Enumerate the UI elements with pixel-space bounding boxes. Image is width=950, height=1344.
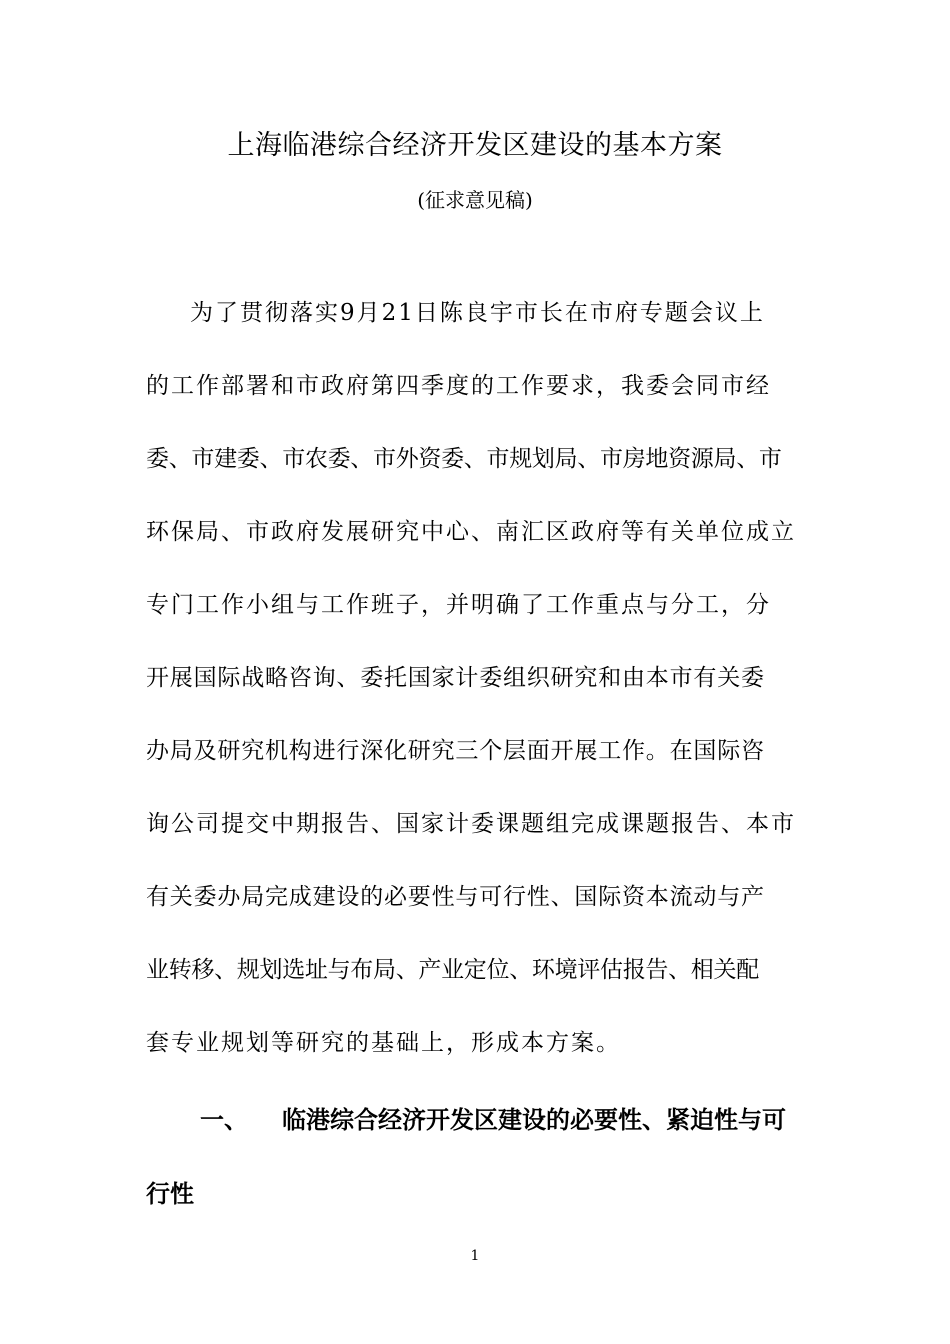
paragraph-line: 业转移、规划选址与布局、产业定位、环境评估报告、相关配 bbox=[146, 957, 759, 983]
paragraph-line: 专门工作小组与工作班子，并明确了工作重点与分工，分 bbox=[146, 592, 771, 618]
page-number: 1 bbox=[470, 1248, 480, 1264]
section-heading: 临港综合经济开发区建设的必要性、紧迫性与可 bbox=[282, 1106, 786, 1134]
paragraph-line: 的工作部署和市政府第四季度的工作要求，我委会同市经 bbox=[146, 373, 771, 399]
paragraph-line: 为了贯彻落实9月21日陈良宇市长在市府专题会议上 bbox=[190, 300, 765, 326]
paragraph-line: 委、市建委、市农委、市外资委、市规划局、市房地资源局、市 bbox=[146, 446, 782, 472]
paragraph-line: 环保局、市政府发展研究中心、南汇区政府等有关单位成立 bbox=[146, 519, 796, 545]
paragraph-line: 套专业规划等研究的基础上，形成本方案。 bbox=[146, 1030, 621, 1056]
document-title: 上海临港综合经济开发区建设的基本方案 bbox=[227, 130, 723, 161]
paragraph-line: 开展国际战略咨询、委托国家计委组织研究和由本市有关委 bbox=[146, 665, 765, 691]
section-number: 一、 bbox=[200, 1106, 248, 1134]
paragraph-line: 办局及研究机构进行深化研究三个层面开展工作。在国际咨 bbox=[146, 738, 765, 764]
section-heading-continued: 行性 bbox=[146, 1180, 194, 1208]
paragraph-line: 询公司提交中期报告、国家计委课题组完成课题报告、本市 bbox=[146, 811, 796, 837]
document-subtitle: (征求意见稿) bbox=[417, 188, 533, 212]
paragraph-line: 有关委办局完成建设的必要性与可行性、国际资本流动与产 bbox=[146, 884, 765, 910]
